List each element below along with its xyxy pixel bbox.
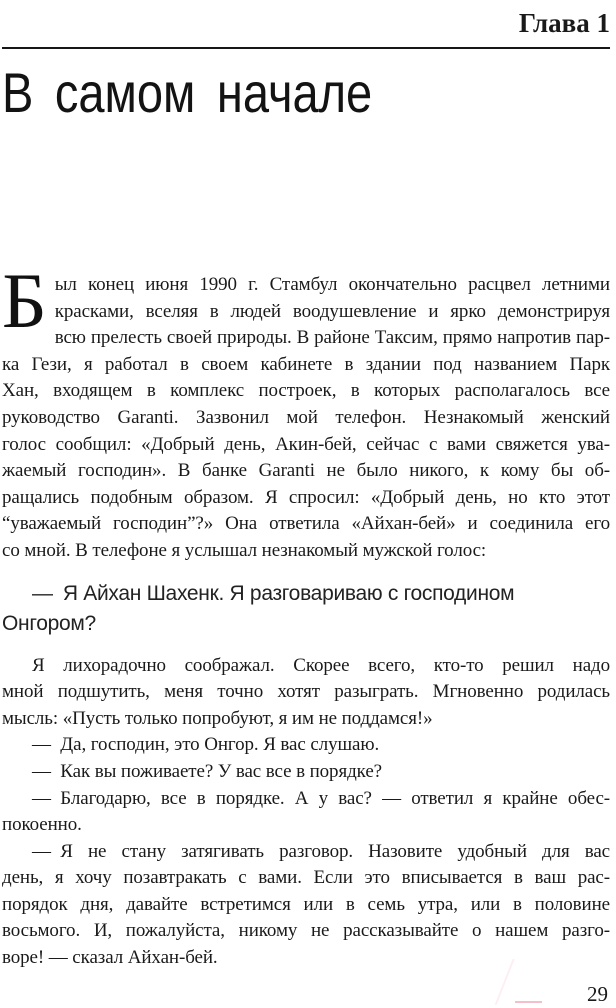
text-line: жаемый господин». В банке Garanti не было никого, к кому бы об- <box>2 460 610 482</box>
dialogue-line <box>2 759 610 786</box>
text-line: — Я не стану затягивать разговор. Назовите удобный для вас <box>32 840 610 862</box>
text-line: мысль: «Пусть только попробуют, я им не поддамся!» <box>2 707 433 729</box>
text-line: Был конец июня 1990 г. Стамбул окончательно расцвел летними <box>2 257 610 344</box>
text-line: порядок дня, давайте встретимся или в семь утра, или в половине <box>2 893 610 915</box>
page-number: 29 <box>587 982 608 1006</box>
text-line: руководство Garanti. Зазвонил мой телефон. Незнакомый женский <box>2 406 610 428</box>
watermark-line <box>515 1001 542 1003</box>
text-line: — Я Айхан Шахенк. Я разговариваю с господином <box>32 581 515 605</box>
text-line: со мной. В телефоне я услышал незнакомый мужской голос: <box>2 539 487 561</box>
page-title: В самом начале <box>2 61 373 124</box>
text-line: “уважаемый господин”?» Она ответила «Айхан-бей» и соединила его <box>2 513 610 535</box>
text-line: — Да, господин, это Онгор. Я вас слушаю. <box>32 734 380 756</box>
body-text <box>2 257 610 972</box>
text-line: всю прелесть своей природы. В районе Таксим, прямо напротив пар- <box>54 327 610 349</box>
text-line: ка Гези, я работал в своем кабинете в здании под названием Парк <box>2 353 610 375</box>
dialogue-line <box>2 732 610 759</box>
paragraph-opening <box>2 257 610 565</box>
dialogue-line <box>2 786 610 839</box>
text-line: — Благодарю, все в порядке. А у вас? — ответил я крайне обес- <box>32 787 610 809</box>
text-line: покоенно. <box>2 814 82 836</box>
text-line: восьмого. И, пожалуйста, никому не рассказывайте о нашем разго- <box>2 920 610 942</box>
text-line: Онгором? <box>2 611 96 635</box>
text-line: Хан, входящем в комплекс построек, в которых располагалось все <box>2 380 610 402</box>
text-line: воре! — сказал Айхан-бей. <box>2 947 218 969</box>
text-line: Я лихорадочно соображал. Скорее всего, кто-то решил надо <box>32 654 610 676</box>
text-line: — Как вы поживаете? У вас все в порядке? <box>32 760 382 782</box>
text-line: красками, вселяя в людей воодушевление и ярко демонстрируя <box>54 300 610 322</box>
text-line: день, я хочу позавтракать с вами. Если это вписывается в ваш рас- <box>2 867 610 889</box>
dialogue-quote-sans <box>2 579 610 639</box>
paragraph-thoughts <box>2 653 610 733</box>
text-line: мной подшутить, меня точно хотят разыграть. Мгновенно родилась <box>2 681 610 703</box>
text-line: голос сообщил: «Добрый день, Акин-бей, сейчас с вами свяжется ува- <box>2 433 610 455</box>
dialogue-line <box>2 839 610 972</box>
text-line: ращались подобным образом. Я спросил: «Добрый день, но кто этот <box>2 486 610 508</box>
header-rule <box>2 47 610 49</box>
chapter-label: Глава 1 <box>518 8 610 38</box>
drop-cap: Б <box>2 257 47 344</box>
